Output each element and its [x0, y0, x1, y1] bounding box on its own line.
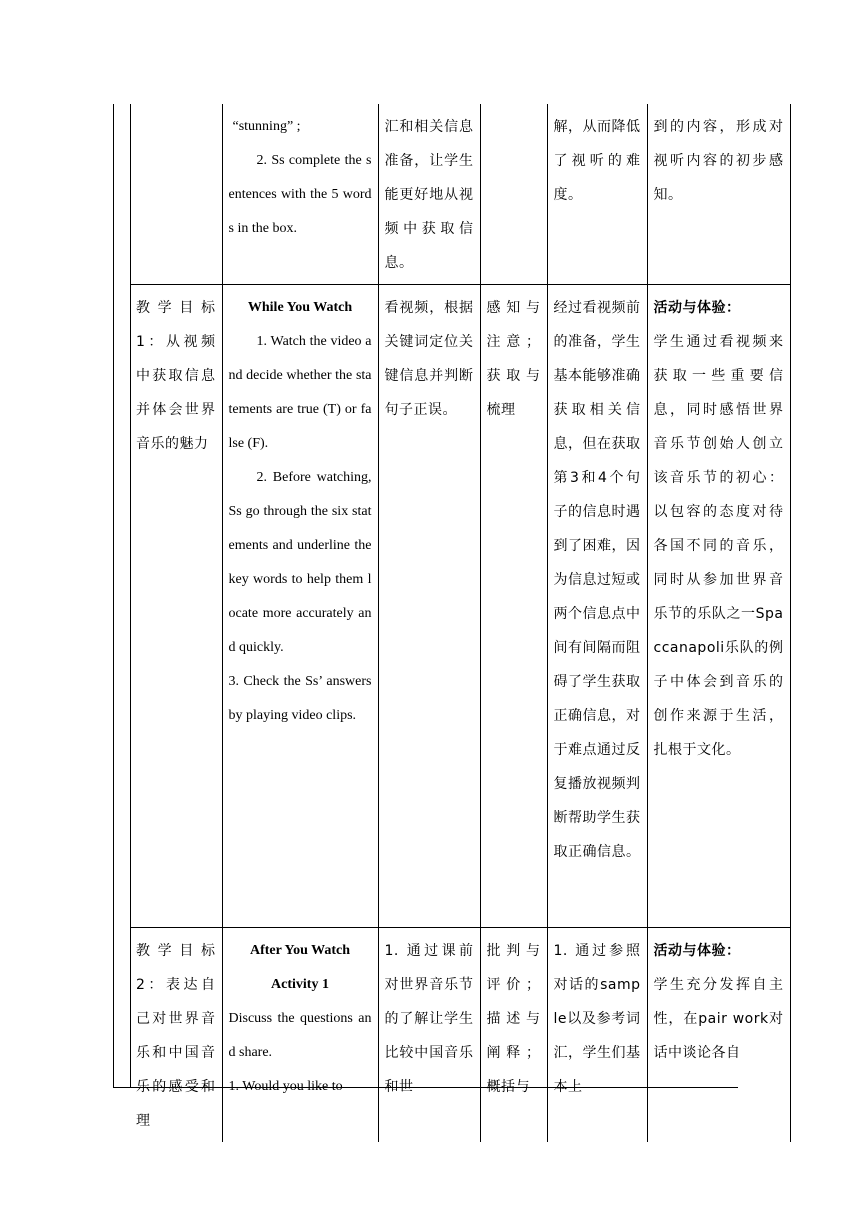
- activity-title: After You Watch: [249, 943, 351, 958]
- reflection-title: 活动与体验：: [653, 300, 741, 316]
- table-row: [130, 104, 790, 285]
- competency-cell: 批判与评价；描述与阐释；概括与: [480, 928, 547, 1143]
- activity-text: 1. Watch the video and decide whether the statements are true (T) or false (F).: [228, 334, 372, 451]
- activity-cell: [222, 928, 378, 1143]
- table-row: [130, 285, 790, 928]
- intent-cell: 1. 通过课前对世界音乐节的了解让学生比较中国音乐和世: [378, 928, 480, 1143]
- competency-cell: [480, 104, 547, 285]
- activity-text: Discuss the questions and share.: [228, 1011, 372, 1060]
- activity-text: “stunning” ;: [232, 119, 301, 134]
- activity-text: 2. Before watching, Ss go through the six statements and underline the key words to help them locate more accurately and quickly.: [228, 470, 372, 655]
- activity-cell: [222, 104, 378, 285]
- lesson-plan-table: [130, 104, 791, 1142]
- reflection-text: 学生充分发挥自主性，在pair work对话中谈论各自: [653, 977, 784, 1061]
- reflection-text: 学生通过看视频来获取一些重要信息，同时感悟世界音乐节创始人创立该音乐节的初心：以包容的态度对待各国不同的音乐，同时从参加世界音乐节的乐队之一Spaccanapoli乐队的例子中体会到音乐的创作来源于生活，扎根于文化。: [653, 334, 784, 758]
- analysis-cell: 经过看视频前的准备，学生基本能够准确获取相关信息，但在获取第3和4个句子的信息时遇到了困难，因为信息过短或两个信息点中间有间隔而阻碍了学生获取正确信息，对于难点通过反复播放视频判断帮助学生获取正确信息。: [547, 285, 647, 928]
- activity-title: While You Watch: [247, 300, 353, 315]
- table-row: [130, 928, 790, 1143]
- reflection-cell: [647, 928, 790, 1143]
- competency-cell: 感知与注意；获取与梳理: [480, 285, 547, 928]
- reflection-cell: 到的内容，形成对视听内容的初步感知。: [647, 104, 790, 285]
- goal-cell: 教学目标1：从视频中获取信息并体会世界音乐的魅力: [130, 285, 222, 928]
- analysis-cell: 1. 通过参照对话的sample以及参考词汇，学生们基本上: [547, 928, 647, 1143]
- goal-cell: [130, 104, 222, 285]
- intent-cell: 看视频，根据关键词定位关键信息并判断句子正误。: [378, 285, 480, 928]
- reflection-title: 活动与体验：: [653, 943, 741, 959]
- activity-text: 1. Would you like to: [228, 1079, 343, 1094]
- reflection-cell: [647, 285, 790, 928]
- goal-cell: 教学目标2：表达自己对世界音乐和中国音乐的感受和理: [130, 928, 222, 1143]
- table-outer-border: [113, 104, 114, 1088]
- activity-text: 2. Ss complete the sentences with the 5 words in the box.: [228, 153, 372, 236]
- analysis-cell: 解，从而降低了视听的难度。: [547, 104, 647, 285]
- activity-cell: [222, 285, 378, 928]
- activity-text: 3. Check the Ss’ answers by playing video clips.: [228, 674, 372, 723]
- intent-cell: 汇和相关信息准备，让学生能更好地从视频中获取信息。: [378, 104, 480, 285]
- lesson-plan-table-viewport: [130, 104, 784, 1129]
- activity-subtitle: Activity 1: [271, 977, 329, 992]
